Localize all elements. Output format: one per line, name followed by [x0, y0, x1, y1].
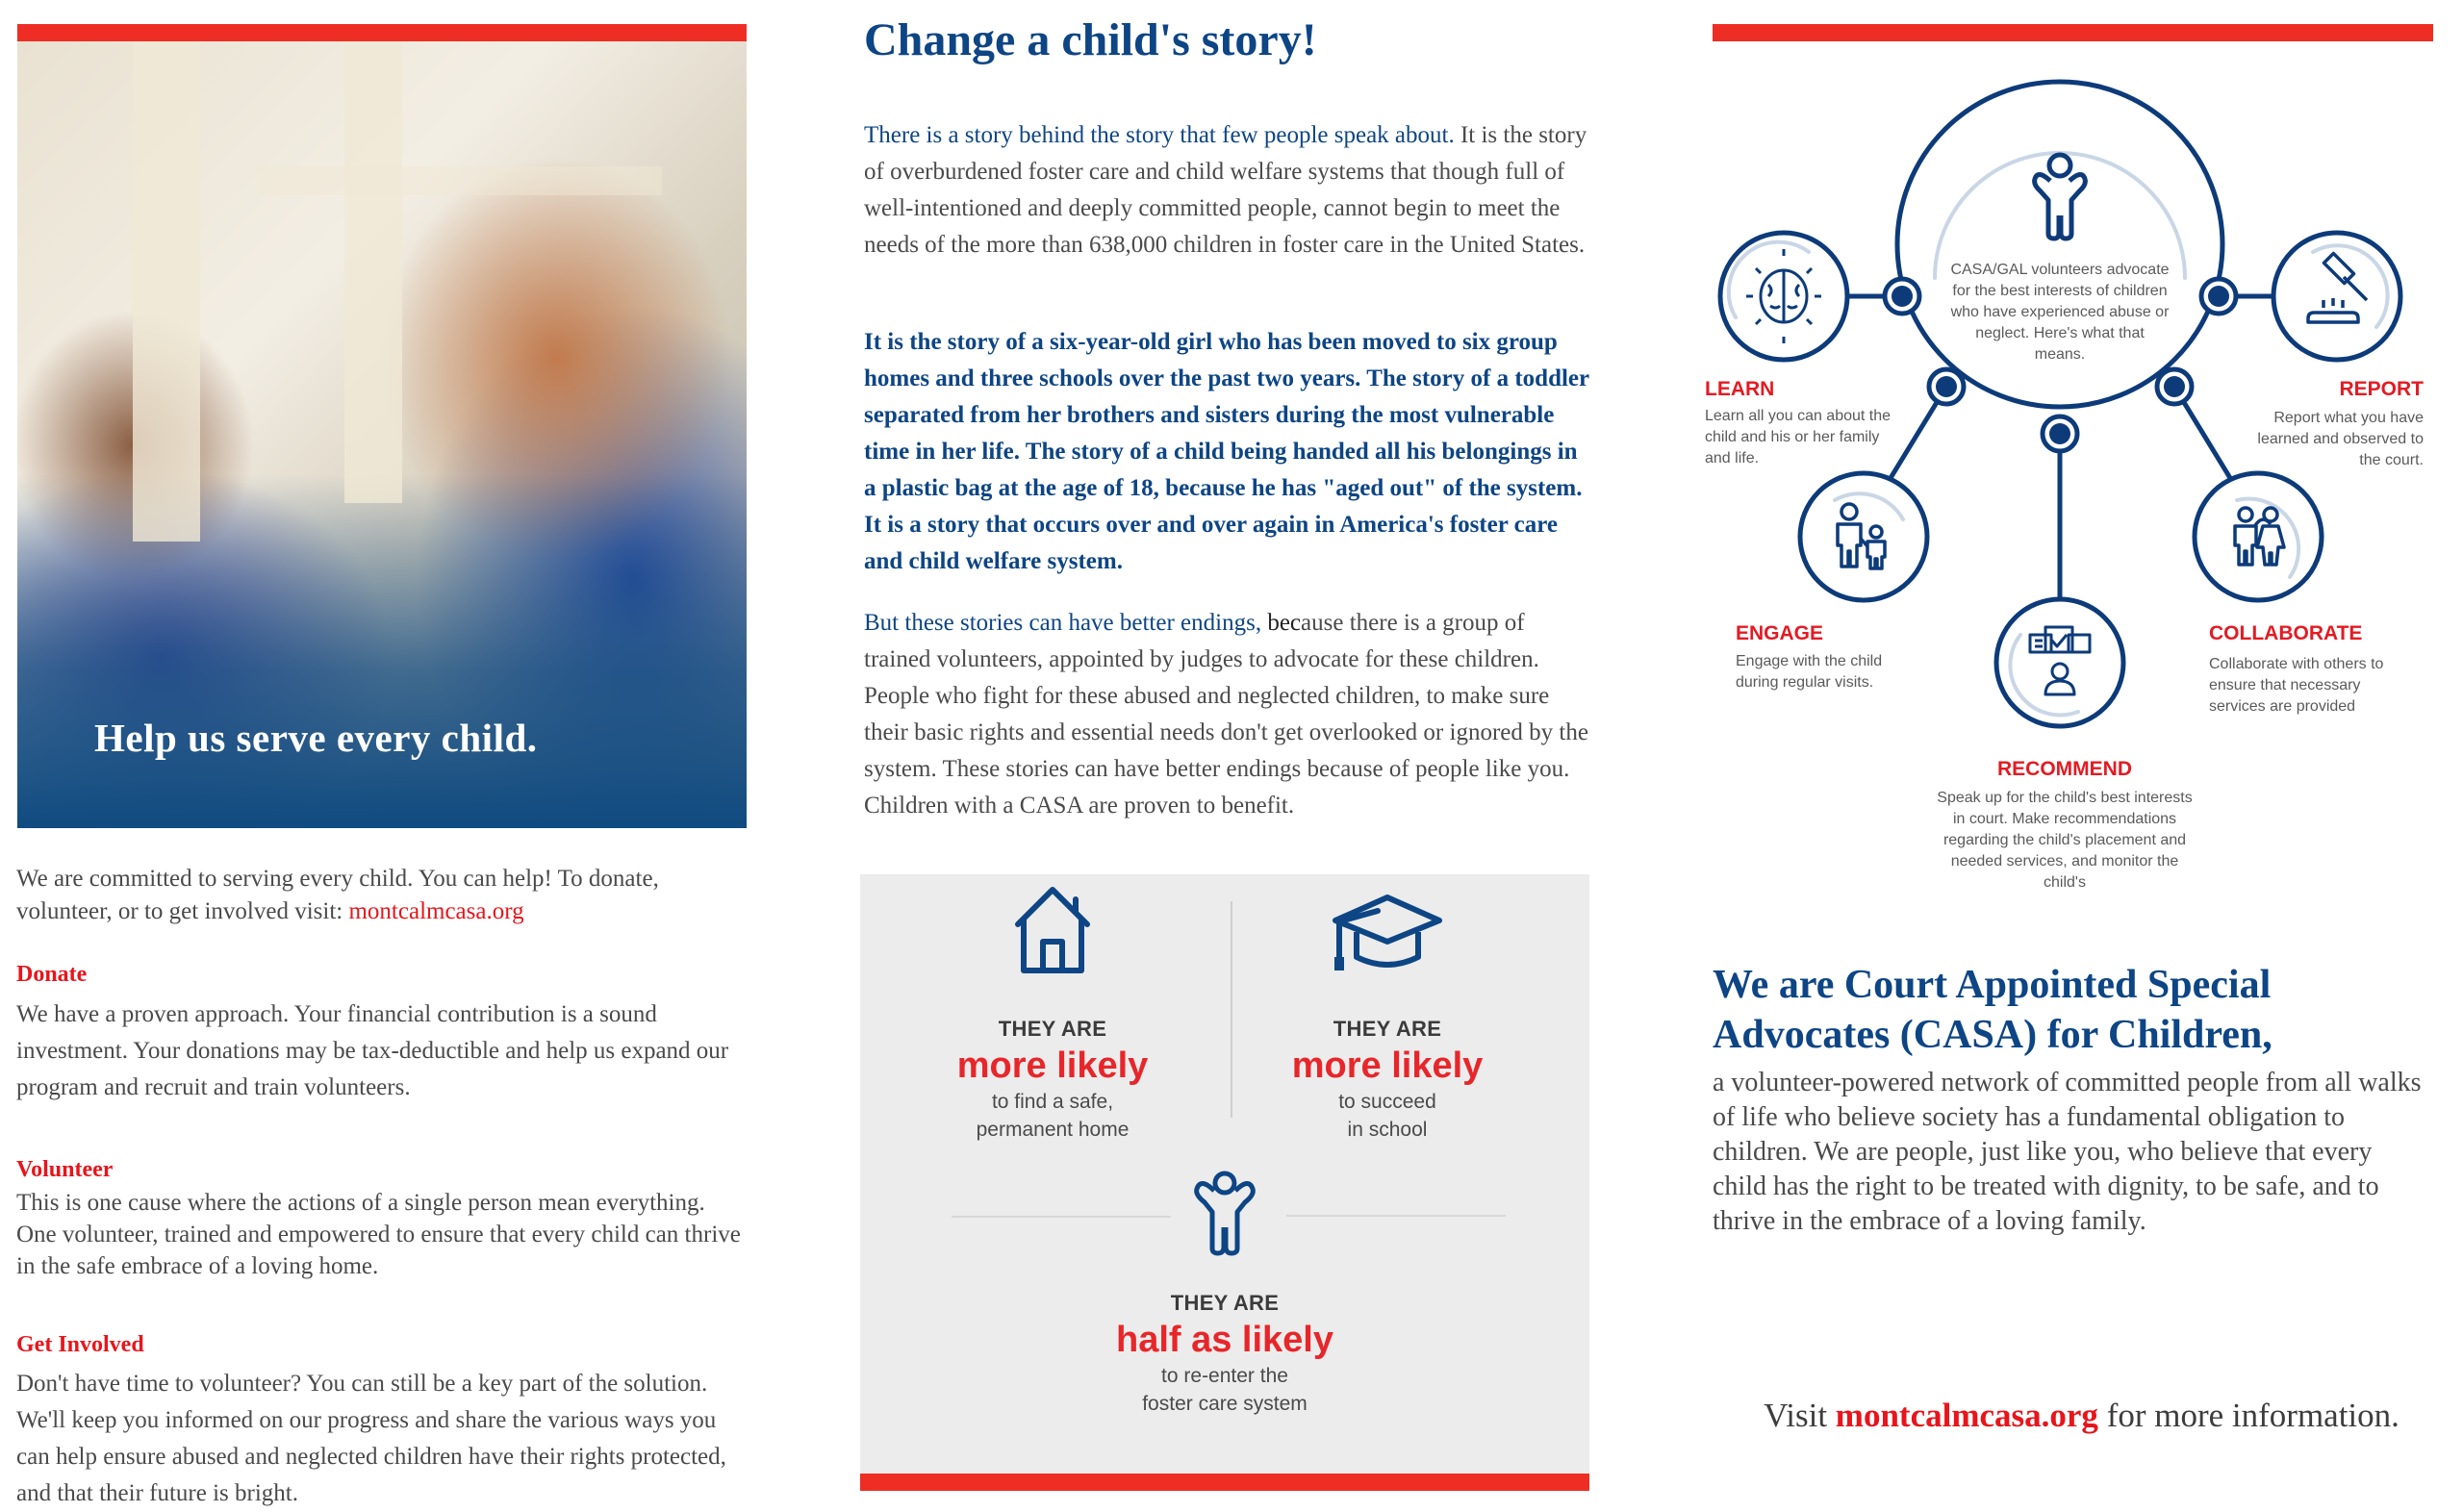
visit-website-link[interactable]: montcalmcasa.org — [1835, 1397, 2098, 1434]
story-paragraph-1 — [864, 117, 1595, 264]
stat-succeed-school — [1224, 886, 1551, 1143]
intro-body: We are committed to serving every child. You can help! To donate, volunteer, or to get involved visit: — [16, 866, 659, 924]
stat-prefix: THEY ARE — [1333, 1017, 1442, 1041]
story-paragraph-2: It is the story of a six-year-old girl who has been moved to six group homes and three schools over the past two years. The story of a toddler separated from her brothers and sisters during the most vulnerable time in her life. The story of a child being handed all his belongings in a plastic bag at the age of 18, because he has "aged out" of the system. It is a story that occurs over and over again in America's foster care and child welfare system. — [864, 329, 1589, 574]
casa-process-diagram — [1693, 58, 2463, 750]
node-collaborate — [2157, 369, 2192, 404]
stats-bottom-accent-bar — [860, 1474, 1589, 1491]
stat-line-1: to succeed — [1338, 1091, 1436, 1113]
learn-description: Learn all you can about the child and his or her family and life. — [1705, 408, 1892, 466]
stat-line-2: foster care system — [1142, 1393, 1308, 1415]
photo-building-pillar — [258, 166, 662, 195]
node-report — [2201, 279, 2236, 314]
engage-label: ENGAGE — [1736, 622, 1824, 644]
report-circle — [2273, 233, 2400, 360]
right-top-accent-bar — [1713, 24, 2433, 41]
story-paragraph-3 — [864, 605, 1595, 824]
graduation-cap-icon — [1330, 886, 1445, 976]
node-learn — [1885, 279, 1919, 314]
volunteer-heading: Volunteer — [16, 1157, 114, 1182]
story-lead: There is a story behind the story that few people speak about. — [864, 122, 1455, 148]
stat-highlight: more likely — [956, 1046, 1149, 1086]
collaborate-description: Collaborate with others to ensure that necessary services are provided — [2209, 656, 2384, 715]
intro-text — [16, 863, 748, 928]
casa-heading: We are Court Appointed Special Advocates (CASA) for Children, — [1713, 963, 2273, 1057]
photo-building-pillar — [344, 41, 402, 503]
diagram-center-text: CASA/GAL volunteers advocate for the best interests of children who have experienced abuse or neglect. Here's what that means. — [1950, 262, 2170, 363]
casa-description: a volunteer-powered network of committed people from all walks of life who believe society has a fundamental obligation to children. We are people, just like you, who believe that every child has the right to be treated with dignity, to be safe, and to thrive in the embrace of a loving family. — [1713, 1068, 2422, 1236]
stat-line-2: permanent home — [976, 1119, 1130, 1141]
visit-suffix: for more information. — [2097, 1397, 2400, 1434]
recommend-label: RECOMMEND — [1997, 758, 2132, 780]
photo-caption: Help us serve every child. — [94, 716, 538, 760]
stat-reenter-foster-care — [1061, 1170, 1388, 1417]
stat-line-1: to re-enter the — [1161, 1365, 1288, 1387]
stat-line-2: in school — [1347, 1119, 1428, 1141]
left-top-accent-bar — [17, 24, 747, 41]
report-label: REPORT — [2339, 378, 2424, 400]
donate-heading: Donate — [16, 962, 88, 987]
engage-description: Engage with the child during regular visits. — [1736, 653, 1883, 691]
collaborate-label: COLLABORATE — [2209, 622, 2363, 644]
better-endings-body: ause there is a group of trained volunteers, appointed by judges to advocate for these children. People who fight for these abused and neglected children, to make sure their basic rights and essential needs don't get overlooked or ignored by the system. These stories can have better endings because of people like you. Children with a CASA are proven to benefit. — [864, 610, 1588, 819]
hero-photo — [17, 41, 747, 828]
stat-permanent-home — [889, 886, 1216, 1143]
node-recommend — [2043, 416, 2077, 451]
learn-label: LEARN — [1705, 378, 1775, 400]
better-endings-lead: But these stories can have better endings, — [864, 610, 1262, 636]
house-icon — [1014, 886, 1091, 976]
page-title: Change a child's story! — [864, 14, 1317, 65]
report-description: Report what you have learned and observed to the court. — [2257, 410, 2424, 468]
intro-website-link[interactable]: montcalmcasa.org — [348, 898, 524, 924]
benefits-stats-panel — [860, 874, 1589, 1474]
get-involved-body: Don't have time to volunteer? You can still be a key part of the solution. We'll keep you informed on our progress and share the various ways you can help ensure abused and neglected children have their rights protected, and that their future is bright. — [16, 1371, 726, 1506]
stat-line-1: to find a safe, — [991, 1091, 1114, 1113]
better-endings-emph: bec — [1261, 610, 1302, 636]
stat-prefix: THEY ARE — [998, 1017, 1107, 1041]
stat-highlight: half as likely — [1115, 1320, 1333, 1360]
child-icon — [1191, 1170, 1258, 1256]
node-engage — [1929, 369, 1964, 404]
stat-prefix: THEY ARE — [1170, 1291, 1280, 1315]
donate-body: We have a proven approach. Your financial contribution is a sound investment. Your donations may be tax-deductible and help us expand our program and recruit and train volunteers. — [16, 1001, 729, 1100]
get-involved-heading: Get Involved — [16, 1332, 144, 1357]
stat-highlight: more likely — [1291, 1046, 1484, 1086]
recommend-description: Speak up for the child's best interests in court. Make recommendations regarding the child's placement and needed services, and monitor the child's — [1937, 790, 2193, 891]
visit-website-line — [1713, 1397, 2450, 1435]
volunteer-body: This is one cause where the actions of a single person mean everything. One volunteer, trained and empowered to ensure that every child can thrive in the safe embrace of a loving home. — [16, 1190, 741, 1279]
story-body: It is the story of overburdened foster care and child welfare systems that though full of well-intentioned and deeply committed people, cannot begin to meet the needs of the more than 638,000 children in foster care in the United States. — [864, 122, 1587, 258]
visit-prefix: Visit — [1764, 1397, 1836, 1434]
collaborate-circle — [2195, 473, 2322, 600]
photo-building-pillar — [133, 41, 200, 542]
